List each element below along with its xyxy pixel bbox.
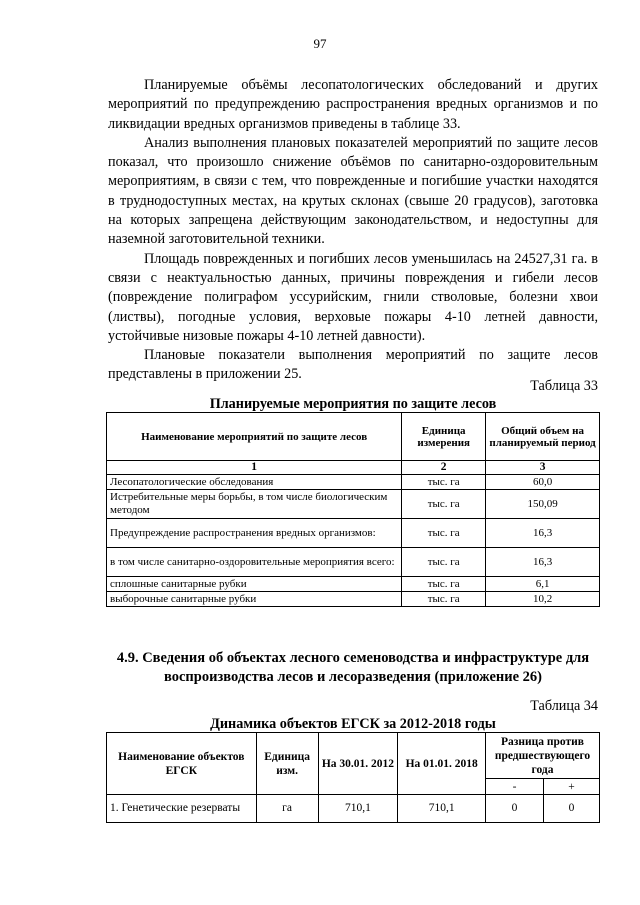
paragraph: Площадь поврежденных и погибших лесов уменьшилась на 24527,31 га. в связи с неактуальностью данных, причины повреждения и гибели лесов (повреждение полиграфом уссурийским, гнили стволовые, болезни хвои (листвы), погодные условия, верховые пожары 4-10 летней давности, устойчивые низовые пожары 4-10 летней давности). (108, 250, 598, 344)
row-unit: га (256, 795, 318, 823)
row-diff-minus: 0 (486, 795, 544, 823)
page-number: 97 (313, 36, 327, 51)
paragraph: Плановые показатели выполнения мероприятий по защите лесов представлены в приложении 25. (108, 347, 598, 383)
table-34 (106, 732, 600, 823)
paragraph: Анализ выполнения плановых показателей мероприятий по защите лесов показал, что произошло снижение объёмов по санитарно-оздоровительным мероприятиям, в связи с тем, что поврежденные и погибшие участки находятся в труднодоступных местах, на крутых склонах (свыше 20 градусов), заготовка на которых запрещена действующим законодательством, и недоступны для наземной заготовительной техники. (108, 134, 598, 248)
body-text (108, 76, 598, 385)
row-name: Истребительные меры борьбы, в том числе биологическим методом (107, 490, 402, 519)
column-header-plus: + (543, 779, 599, 795)
table-34-title: Динамика объектов ЕГСК за 2012-2018 годы (210, 716, 496, 732)
row-name: Лесопатологические обследования (107, 475, 402, 490)
table-row (107, 795, 600, 823)
column-header: Общий объем на планируемый период (486, 413, 600, 461)
table-header-row (107, 413, 600, 461)
table-34-caption: Таблица 34 (530, 698, 598, 714)
row-value: 10,2 (486, 592, 600, 607)
column-header: Единица изм. (256, 733, 318, 795)
row-value-2018: 710,1 (398, 795, 486, 823)
row-value: 16,3 (486, 548, 600, 577)
column-header: Наименование мероприятий по защите лесов (107, 413, 402, 461)
row-name: Предупреждение распространения вредных организмов: (107, 519, 402, 548)
column-number: 3 (486, 461, 600, 475)
row-unit: тыс. га (402, 577, 486, 592)
table-33-title: Планируемые мероприятия по защите лесов (209, 396, 497, 412)
row-name: 1. Генетические резерваты (107, 795, 257, 823)
paragraph: Планируемые объёмы лесопатологических обследований и других мероприятий по предупреждению распространения вредных организмов и по ликвидации вредных организмов приведены в таблице 33. (108, 77, 598, 132)
row-value: 6,1 (486, 577, 600, 592)
column-number: 1 (107, 461, 402, 475)
column-number: 2 (402, 461, 486, 475)
table-33 (106, 412, 600, 607)
table-row (107, 490, 600, 519)
column-header: На 01.01. 2018 (398, 733, 486, 795)
table-header-row (107, 733, 600, 779)
column-header: На 30.01. 2012 (318, 733, 398, 795)
column-header: Наименование объектов ЕГСК (107, 733, 257, 795)
row-unit: тыс. га (402, 490, 486, 519)
table-33-caption: Таблица 33 (530, 378, 598, 394)
table-row (107, 519, 600, 548)
table-row (107, 475, 600, 490)
section-heading: 4.9. Сведения об объектах лесного семеноводства и инфраструктуре для воспроизводства лесов и лесоразведения (приложение 26) (116, 650, 590, 685)
table-row (107, 592, 600, 607)
row-value-2012: 710,1 (318, 795, 398, 823)
column-header-minus: - (486, 779, 544, 795)
row-unit: тыс. га (402, 519, 486, 548)
row-diff-plus: 0 (543, 795, 599, 823)
column-header: Единица измерения (402, 413, 486, 461)
table-row (107, 548, 600, 577)
table-row (107, 577, 600, 592)
row-name: выборочные санитарные рубки (107, 592, 402, 607)
column-number-row (107, 461, 600, 475)
row-name: сплошные санитарные рубки (107, 577, 402, 592)
row-unit: тыс. га (402, 548, 486, 577)
column-header: Разница против предшествующего года (486, 733, 600, 779)
row-unit: тыс. га (402, 592, 486, 607)
row-value: 16,3 (486, 519, 600, 548)
row-unit: тыс. га (402, 475, 486, 490)
row-name: в том числе санитарно-оздоровительные мероприятия всего: (107, 548, 402, 577)
row-value: 150,09 (486, 490, 600, 519)
row-value: 60,0 (486, 475, 600, 490)
